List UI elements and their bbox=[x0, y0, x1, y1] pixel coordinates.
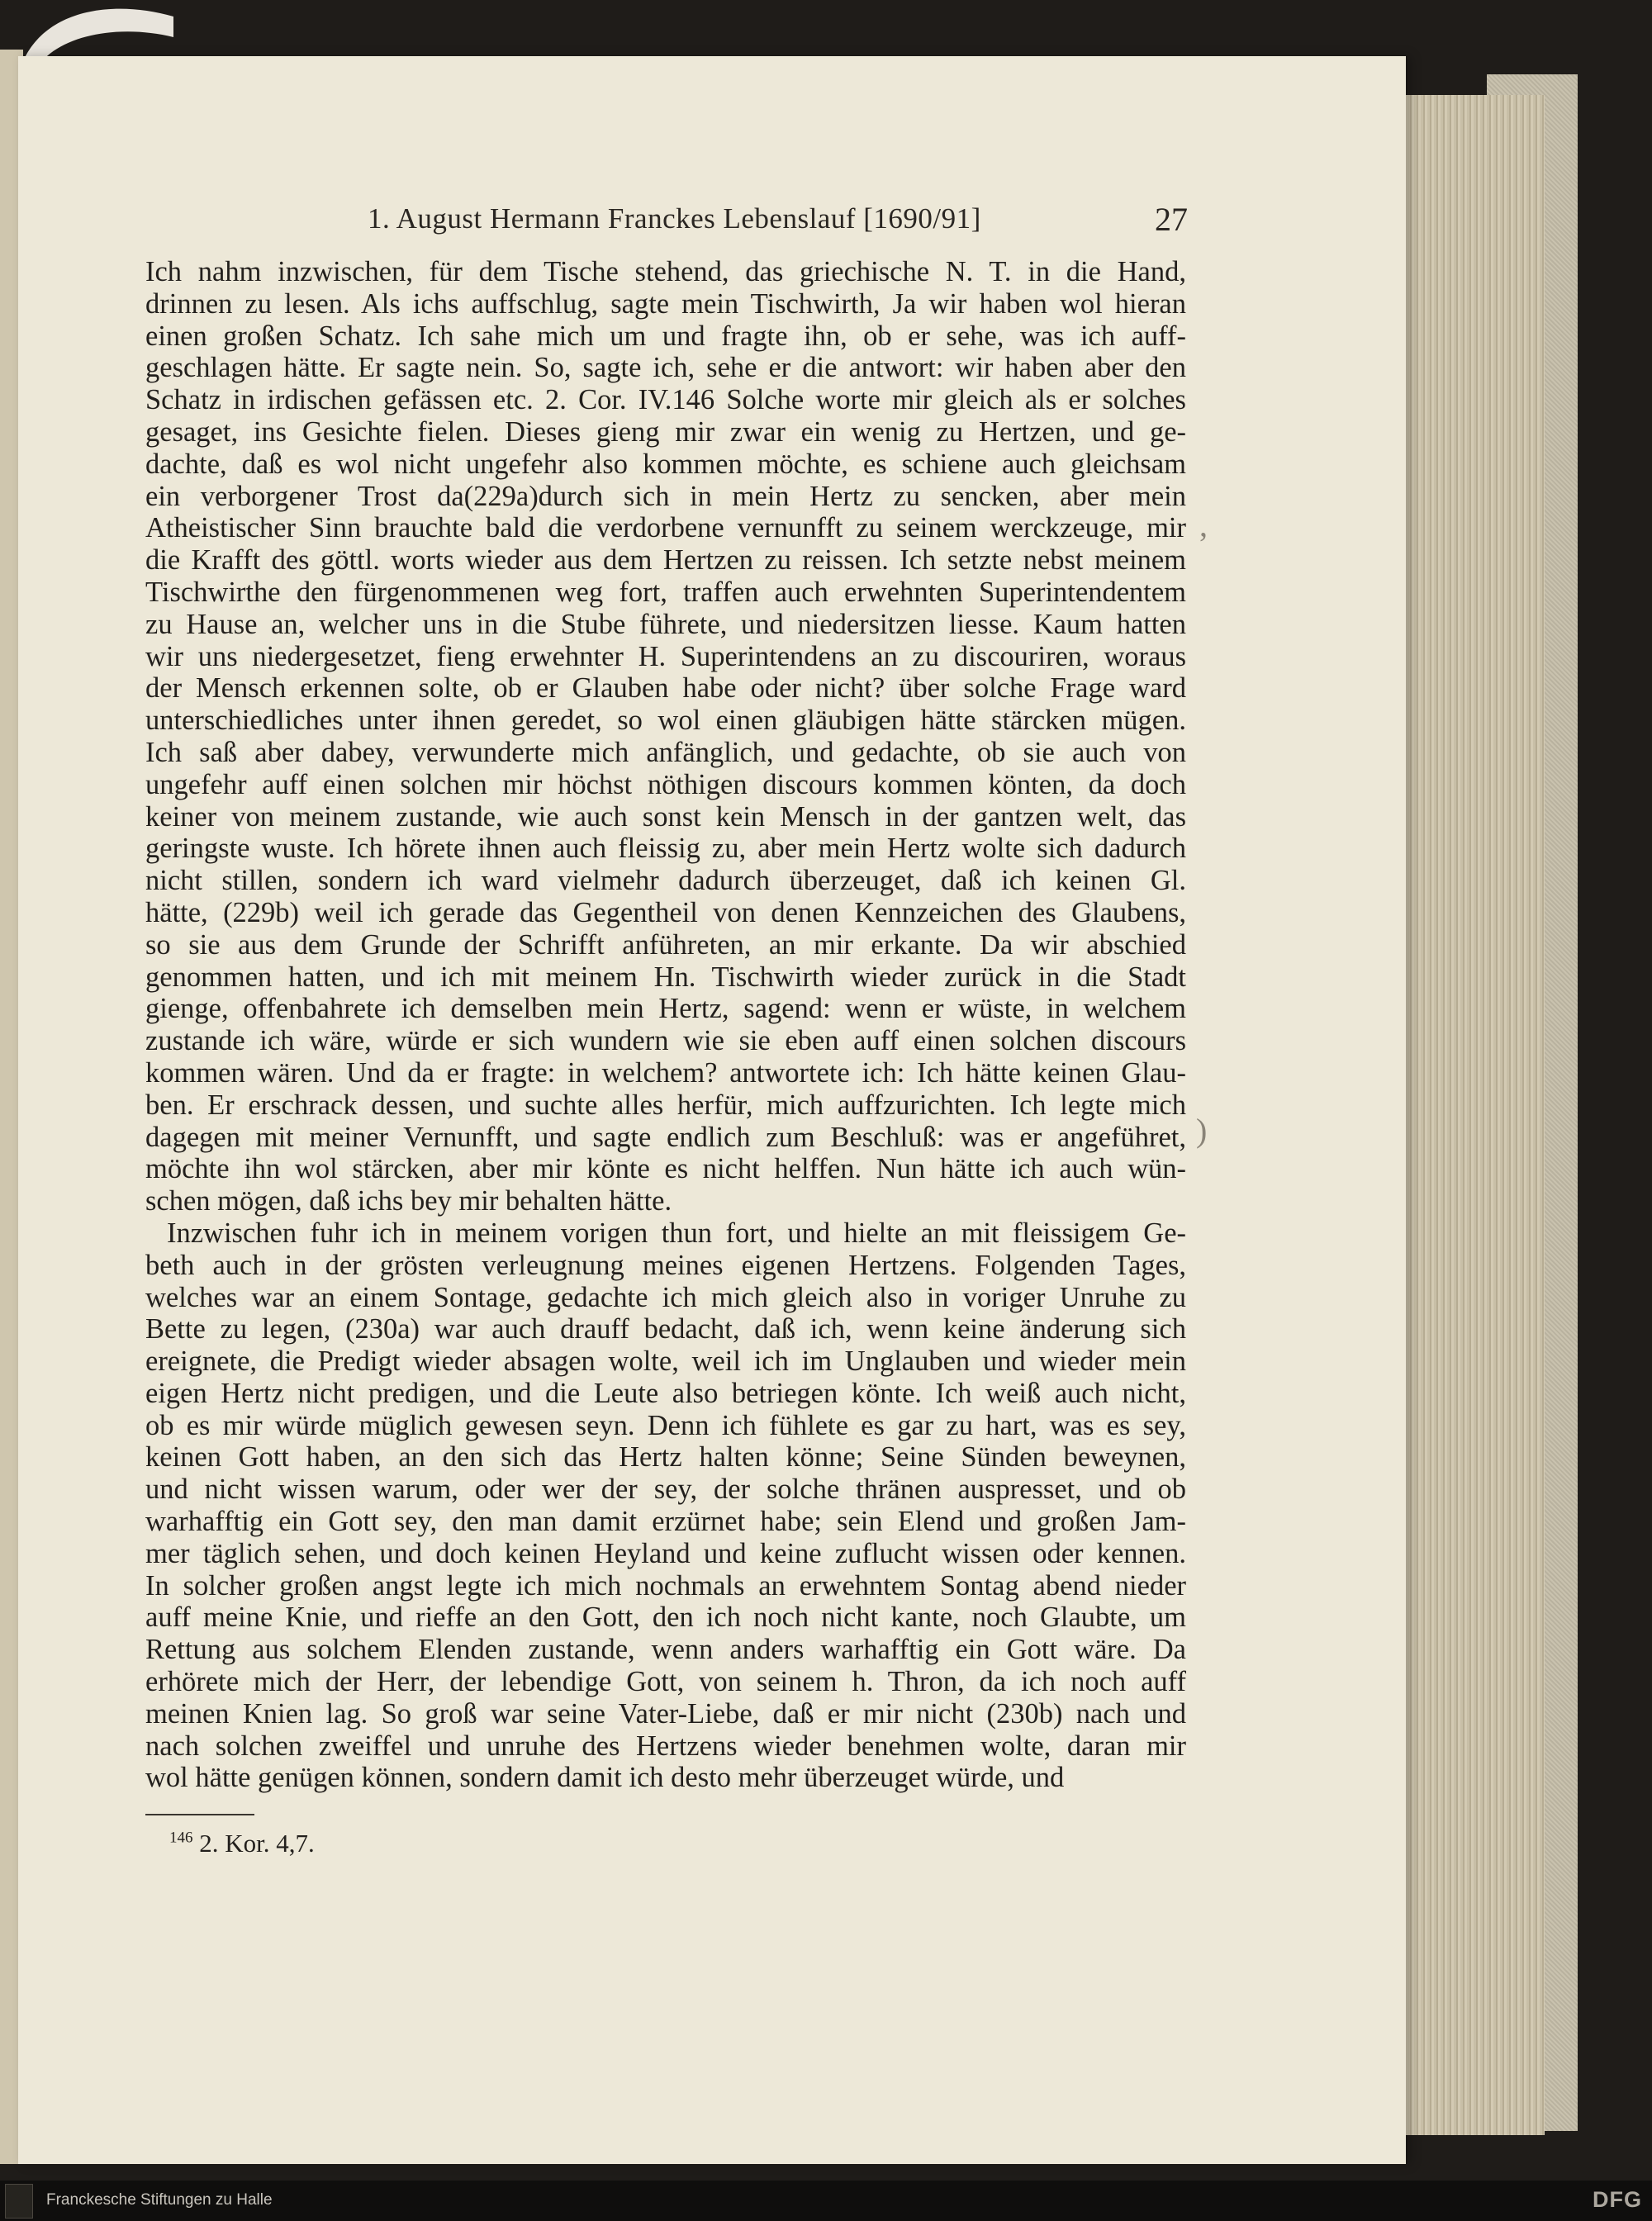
text-line: Ich saß aber dabey, verwunderte mich anfänglich, und gedachte, ob sie auch von bbox=[145, 736, 1186, 768]
text-line: schen mögen, daß ichs bey mir behalten hätte. bbox=[145, 1185, 672, 1217]
body-text bbox=[145, 256, 1186, 1794]
institution-logo-icon bbox=[5, 2184, 33, 2219]
text-line: einen großen Schatz. Ich sahe mich um und fragte ihn, ob er sehe, was ich auff- bbox=[145, 320, 1186, 352]
text-line: keiner von meinem zustande, wie auch sonst kein Mensch in der gantzen welt, das bbox=[145, 800, 1186, 833]
text-line: nach solchen zweiffel und unruhe des Hertzens wieder benehmen wolte, daran mir bbox=[145, 1730, 1186, 1762]
text-line: Ich nahm inzwischen, für dem Tische stehend, das griechische N. T. in die Hand, bbox=[145, 256, 1186, 287]
text-line: welches war an einem Sontage, gedachte ich mich gleich also in voriger Unruhe zu bbox=[145, 1281, 1186, 1313]
text-line: zu Hause an, welcher uns in die Stube führete, und niedersitzen liesse. Kaum hatten bbox=[145, 608, 1186, 640]
text-line: gesaget, ins Gesichte fielen. Dieses gieng mir zwar ein wenig zu Hertzen, und ge- bbox=[145, 415, 1186, 448]
text-line: ben. Er erschrack dessen, und suchte alles herfür, mich auffzurichten. Ich legte mich bbox=[145, 1089, 1186, 1121]
text-line: meinen Knien lag. So groß war seine Vater-Liebe, daß er mir nicht (230b) nach und bbox=[145, 1697, 1186, 1730]
text-line: zustande ich wäre, würde er sich wundern wie sie eben auff einen solchen discours bbox=[145, 1025, 1186, 1057]
text-line: erhörete mich der Herr, der lebendige Gott, von seinem h. Thron, da ich noch auff bbox=[145, 1666, 1186, 1698]
text-line: beth auch in der grösten verleugnung meines eigenen Hertzens. Folgenden Tages, bbox=[145, 1249, 1186, 1281]
text-line: drinnen zu lesen. Als ichs auffschlug, sagte mein Tischwirth, Ja wir haben wol hieran bbox=[145, 287, 1186, 320]
text-line: eigen Hertz nicht predigen, und die Leute also betriegen könte. Ich weiß auch nicht, bbox=[145, 1377, 1186, 1409]
footnote-text: 2. Kor. 4,7. bbox=[199, 1829, 315, 1858]
text-line: wol hätte genügen können, sondern damit ich desto mehr überzeuget würde, und bbox=[145, 1762, 1065, 1794]
margin-pencil-mark: ) bbox=[1196, 1112, 1208, 1149]
footnote-rule bbox=[145, 1814, 254, 1815]
text-line: ein verborgener Trost da(229a)durch sich in mein Hertz zu sencken, aber mein bbox=[145, 480, 1186, 512]
text-line: ereignete, die Predigt wieder absagen wolte, weil ich im Unglauben und wieder mein bbox=[145, 1345, 1186, 1378]
text-line: Bette zu legen, (230a) war auch drauff bedacht, daß ich, wenn keine änderung sich bbox=[145, 1313, 1186, 1345]
text-line: keinen Gott haben, an den sich das Hertz halten könne; Seine Sünden beweynen, bbox=[145, 1441, 1186, 1474]
text-line: In solcher großen angst legte ich mich nochmals an erwehntem Sontag abend nieder bbox=[145, 1569, 1186, 1602]
text-line: auff meine Knie, und rieffe an den Gott, den ich noch nicht kante, noch Glaubte, um bbox=[145, 1602, 1186, 1634]
text-line: Schatz in irdischen gefässen etc. 2. Cor. IV.146 Solche worte mir gleich als er solches bbox=[145, 384, 1186, 416]
text-line: nicht stillen, sondern ich ward vielmehr dadurch überzeuget, daß ich keinen Gl. bbox=[145, 865, 1186, 897]
footnote-number: 146 bbox=[169, 1829, 193, 1847]
text-line: unterschiedliches unter ihnen geredet, so wol einen gläubigen hätte stärcken mügen. bbox=[145, 705, 1186, 737]
dfg-logo: DFG bbox=[1593, 2187, 1642, 2212]
margin-pencil-mark: , bbox=[1199, 506, 1208, 543]
text-line: dachte, daß es wol nicht ungefehr also kommen möchte, es schiene auch gleichsam bbox=[145, 448, 1186, 480]
running-head: 1. August Hermann Franckes Lebenslauf [1690/91] bbox=[368, 202, 981, 235]
text-line: geschlagen hätte. Er sagte nein. So, sagte ich, sehe er die antwort: wir haben aber den bbox=[145, 352, 1186, 384]
text-line: warhafftig ein Gott sey, den man damit erzürnet habe; sein Elend und großen Jam- bbox=[145, 1506, 1186, 1538]
text-line: die Krafft des göttl. worts wieder aus dem Hertzen zu reissen. Ich setzte nebst meinem bbox=[145, 544, 1186, 577]
text-line: kommen wären. Und da er fragte: in welchem? antwortete ich: Ich hätte keinen Glau- bbox=[145, 1056, 1186, 1089]
text-line: gienge, offenbahrete ich demselben mein Hertz, sagend: wenn er wüste, in welchem bbox=[145, 993, 1186, 1025]
text-line: dagegen mit meiner Vernunfft, und sagte endlich zum Beschluß: was er angeführet, bbox=[145, 1121, 1186, 1153]
text-line: geringste wuste. Ich hörete ihnen auch fleissig zu, aber mein Hertz wolte sich dadurch bbox=[145, 833, 1186, 865]
text-line: und nicht wissen warum, oder wer der sey, der solche thränen auspresset, und ob bbox=[145, 1474, 1186, 1506]
text-line: ungefehr auff einen solchen mir höchst nöthigen discours kommen könten, da doch bbox=[145, 768, 1186, 800]
text-line: genommen hatten, und ich mit meinem Hn. Tischwirth wieder zurück in die Stadt bbox=[145, 961, 1186, 993]
text-line: Tischwirthe den fürgenommenen weg fort, traffen auch erwehnten Superintendentem bbox=[145, 576, 1186, 608]
text-line: ob es mir würde müglich gewesen seyn. Denn ich fühlete es gar zu hart, was es sey, bbox=[145, 1409, 1186, 1441]
text-line: mer täglich sehen, und doch keinen Heyland und keine zuflucht wissen oder kennen. bbox=[145, 1537, 1186, 1569]
text-line: Atheistischer Sinn brauchte bald die verdorbene vernunfft zu seinem werckzeuge, mir bbox=[145, 512, 1186, 544]
text-line: hätte, (229b) weil ich gerade das Gegentheil von denen Kennzeichen des Glaubens, bbox=[145, 896, 1186, 928]
text-line: wir uns niedergesetzet, fieng erwehnter H. Superintendens an zu discouriren, woraus bbox=[145, 640, 1186, 672]
text-line: Inzwischen fuhr ich in meinem vorigen thun fort, und hielte an mit fleissigem Ge- bbox=[167, 1217, 1186, 1249]
text-line: der Mensch erkennen solte, ob er Glauben habe oder nicht? über solche Frage ward bbox=[145, 672, 1186, 705]
page-number: 27 bbox=[1155, 201, 1188, 238]
footnote bbox=[169, 1829, 315, 1858]
institution-label: Franckesche Stiftungen zu Halle bbox=[46, 2191, 273, 2209]
text-line: Rettung aus solchem Elenden zustande, wenn anders warhafftig ein Gott wäre. Da bbox=[145, 1634, 1186, 1666]
text-line: möchte ihn wol stärcken, aber mir könte es nicht helffen. Nun hätte ich auch wün- bbox=[145, 1153, 1186, 1185]
text-line: so sie aus dem Grunde der Schrifft anführeten, an mir erkante. Da wir abschied bbox=[145, 928, 1186, 961]
